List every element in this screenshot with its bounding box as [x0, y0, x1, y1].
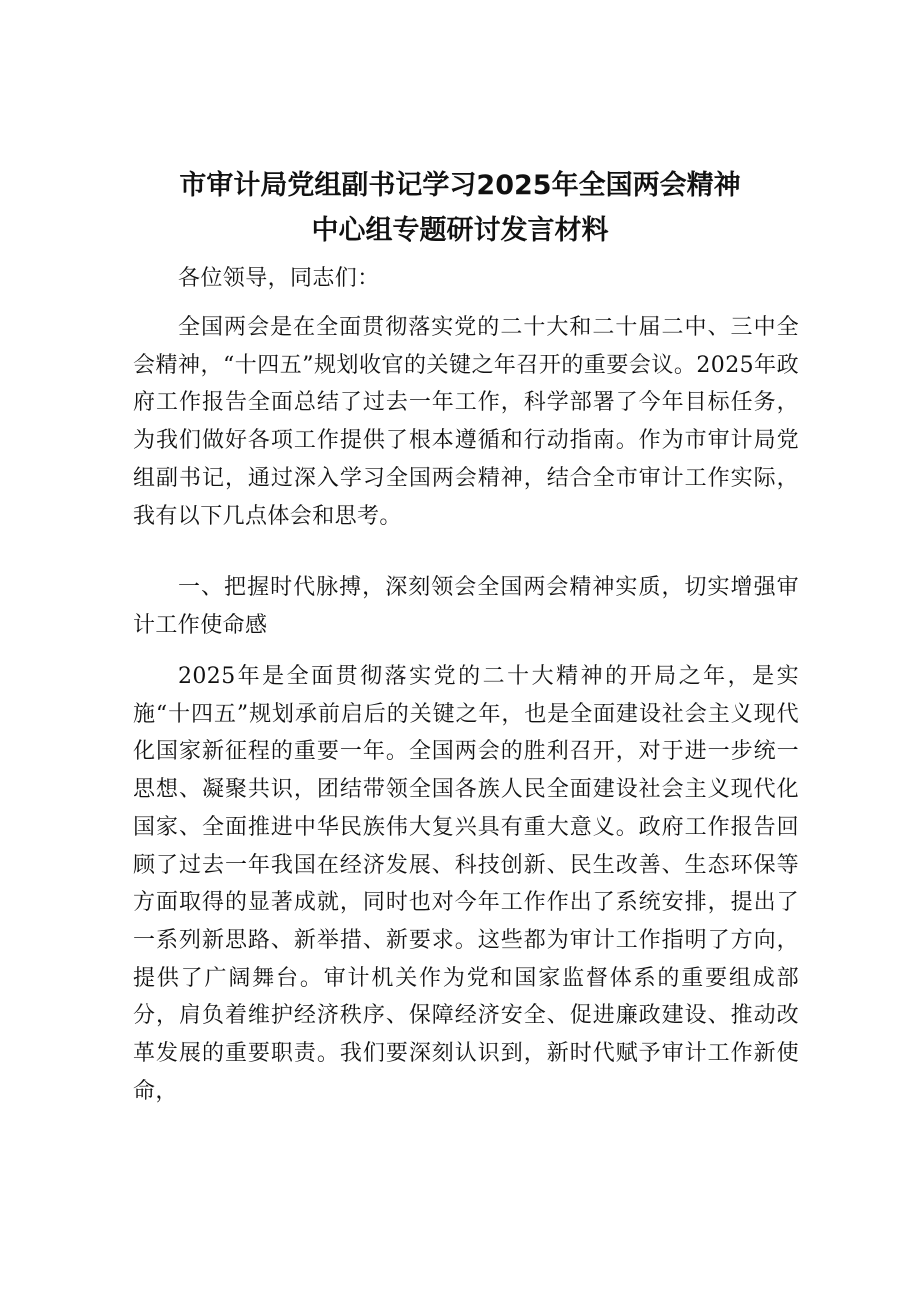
- paragraph-section-1: 2025年是全面贯彻落实党的二十大精神的开局之年，是实施“十四五”规划承前启后的关键之年，也是全面建设社会主义现代化国家新征程的重要一年。全国两会的胜利召开，对于进一步统一思想、凝聚共识，团结带领全国各族人民全面建设社会主义现代化国家、全面推进中华民族伟大复兴具有重大意义。政府工作报告回顾了过去一年我国在经济发展、科技创新、民生改善、生态环保等方面取得的显著成就，同时也对今年工作作出了系统安排，提出了一系列新思路、新举措、新要求。这些都为审计工作指明了方向，提供了广阔舞台。审计机关作为党和国家监督体系的重要组成部分，肩负着维护经济秩序、保障经济安全、促进廉政建设、推动改革发展的重要职责。我们要深刻认识到，新时代赋予审计工作新使命，: [133, 664, 799, 1104]
- salutation: 各位领导，同志们：: [178, 266, 380, 291]
- paragraph-intro: 全国两会是在全面贯彻落实党的二十大和二十届二中、三中全会精神，“十四五”规划收官的关键之年召开的重要会议。2025年政府工作报告全面总结了过去一年工作，科学部署了今年目标任务，为我们做好各项工作提供了根本遵循和行动指南。作为市审计局党组副书记，通过深入学习全国两会精神，结合全市审计工作实际，我有以下几点体会和思考。: [133, 315, 799, 529]
- document-title-line-2: 中心组专题研讨发言材料: [311, 215, 609, 246]
- section-heading-1: 一、把握时代脉搏，深刻领会全国两会精神实质，切实增强审计工作使命感: [133, 575, 799, 638]
- document-title-line-1: 市审计局党组副书记学习2025年全国两会精神: [179, 170, 741, 201]
